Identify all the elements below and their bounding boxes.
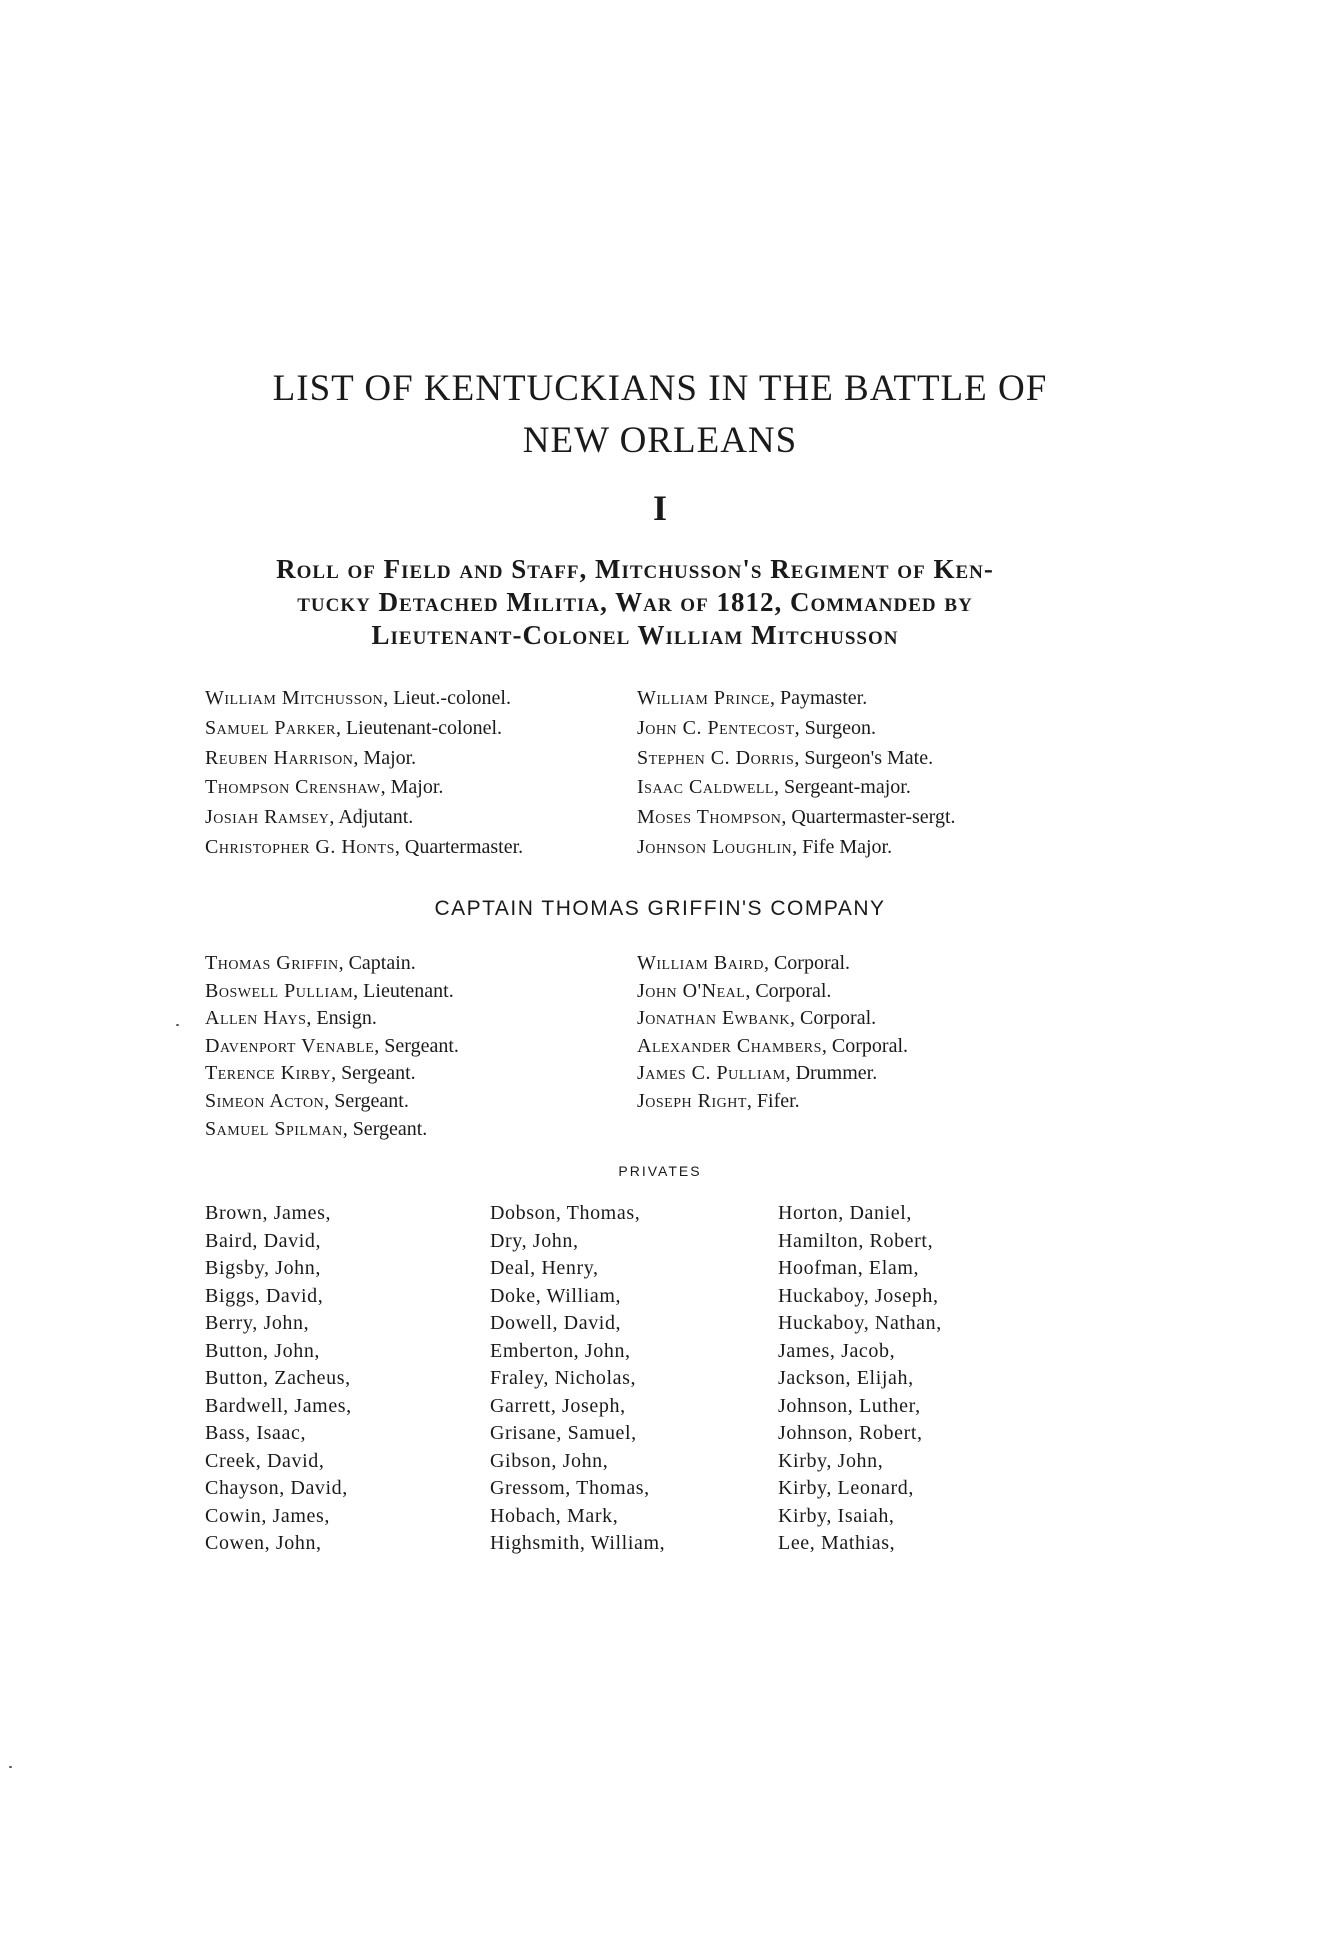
private-entry: Bigsby, John, [205, 1257, 321, 1279]
company-entry [205, 1116, 625, 1144]
company-name: Samuel Spilman [205, 1117, 343, 1140]
staff-rank: , Lieutenant-colonel. [335, 716, 503, 739]
company-rank: , Sergeant. [331, 1062, 416, 1085]
company-rank: , Ensign. [306, 1007, 377, 1030]
company-name: William Baird [637, 952, 764, 974]
staff-rank: , Paymaster. [770, 687, 868, 709]
private-entry: Huckaboy, Nathan, [778, 1312, 942, 1334]
private-entry: Dobson, Thomas, [490, 1202, 641, 1224]
staff-entry [637, 714, 1087, 744]
staff-entry [205, 684, 635, 714]
company-rank: , Drummer. [785, 1062, 878, 1085]
company-name: Joseph Right [637, 1089, 747, 1112]
privates-column-3 [778, 1200, 1058, 1558]
company-name: Alexander Chambers [637, 1034, 822, 1057]
private-entry: Baird, David, [205, 1229, 322, 1252]
staff-name: John C. Pentecost [637, 716, 795, 739]
company-list-right [637, 950, 1057, 1116]
private-entry: Johnson, Luther, [778, 1394, 921, 1417]
staff-name: Moses Thompson [637, 806, 782, 829]
private-entry: Doke, William, [490, 1284, 622, 1307]
company-rank: , Corporal. [763, 952, 851, 974]
private-entry: Hobach, Mark, [490, 1504, 619, 1527]
company-entry [637, 950, 1057, 978]
private-entry: Hoofman, Elam, [778, 1257, 920, 1279]
scan-speck [176, 1024, 179, 1026]
company-heading: CAPTAIN THOMAS GRIFFIN'S COMPANY [434, 897, 886, 920]
section-numeral: I [652, 488, 667, 528]
private-entry: Highsmith, William, [490, 1532, 666, 1554]
staff-rank: , Major. [380, 776, 444, 799]
staff-rank: , Quartermaster. [394, 835, 524, 858]
roll-heading-line-2: tucky Detached Militia, War of 1812, Commanded by [297, 587, 973, 617]
roll-heading-line-3: Lieutenant-Colonel William Mitchusson [371, 620, 899, 650]
private-entry: Dry, John, [490, 1229, 579, 1252]
staff-entry [205, 833, 635, 863]
company-entry [637, 1060, 1057, 1088]
company-rank: , Sergeant. [342, 1117, 428, 1140]
staff-entry [205, 803, 635, 833]
private-entry: Jackson, Elijah, [778, 1367, 914, 1389]
company-name: Thomas Griffin [205, 952, 339, 974]
company-name: Terence Kirby [205, 1062, 332, 1085]
company-entry [205, 1088, 625, 1116]
private-entry: Deal, Henry, [490, 1257, 599, 1279]
staff-rank: , Surgeon. [794, 716, 876, 739]
private-entry: Berry, John, [205, 1312, 310, 1334]
staff-entry [637, 773, 1087, 803]
staff-name: Reuben Harrison [205, 746, 354, 769]
private-entry: Hamilton, Robert, [778, 1229, 934, 1252]
company-rank: , Sergeant. [374, 1034, 459, 1057]
private-entry: Cowin, James, [205, 1504, 331, 1527]
scan-speck [9, 1766, 12, 1768]
private-entry: Huckaboy, Joseph, [778, 1284, 939, 1307]
staff-entry [205, 773, 635, 803]
private-entry: Kirby, John, [778, 1449, 884, 1472]
staff-entry [637, 744, 1087, 774]
company-entry [205, 978, 625, 1006]
company-entry [637, 1088, 1057, 1116]
private-entry: Lee, Mathias, [778, 1532, 896, 1554]
privates-column-2 [490, 1200, 750, 1558]
company-name: Simeon Acton [205, 1089, 325, 1112]
staff-entry [205, 744, 635, 774]
company-rank: , Corporal. [745, 979, 832, 1002]
staff-list-left [205, 684, 635, 863]
company-rank: , Captain. [338, 952, 416, 974]
company-entry [637, 1005, 1057, 1033]
staff-rank: , Quartermaster-sergt. [781, 806, 956, 829]
staff-name: William Prince [637, 687, 770, 709]
private-entry: Bardwell, James, [205, 1394, 352, 1417]
private-entry: Button, John, [205, 1339, 321, 1362]
company-rank: , Sergeant. [324, 1089, 409, 1112]
staff-name: William Mitchusson [205, 687, 384, 709]
private-entry: Gibson, John, [490, 1449, 609, 1472]
private-entry: Cowen, John, [205, 1532, 322, 1554]
company-name: Allen Hays [205, 1007, 307, 1030]
private-entry: Kirby, Leonard, [778, 1477, 914, 1499]
company-entry [205, 1033, 625, 1061]
staff-entry [637, 833, 1087, 863]
company-name: John O'Neal [637, 979, 746, 1002]
company-rank: , Lieutenant. [353, 979, 454, 1002]
private-entry: Dowell, David, [490, 1312, 622, 1334]
private-entry: Fraley, Nicholas, [490, 1367, 637, 1389]
private-entry: Horton, Daniel, [778, 1202, 912, 1224]
staff-list-right [637, 684, 1087, 863]
staff-entry [637, 684, 1087, 714]
company-entry [637, 978, 1057, 1006]
staff-name: Isaac Caldwell [637, 776, 774, 799]
private-entry: Johnson, Robert, [778, 1422, 923, 1444]
company-entry [205, 1005, 625, 1033]
company-entry [205, 1060, 625, 1088]
privates-column-1 [205, 1200, 465, 1558]
private-entry: Chayson, David, [205, 1477, 348, 1499]
company-name: James C. Pulliam [637, 1062, 786, 1085]
staff-rank: , Adjutant. [329, 806, 414, 829]
staff-name: Christopher G. Honts [205, 835, 395, 858]
staff-rank: , Surgeon's Mate. [794, 746, 934, 769]
page-title [0, 363, 1320, 467]
private-entry: Biggs, David, [205, 1284, 324, 1307]
company-entry [205, 950, 625, 978]
private-entry: Brown, James, [205, 1202, 332, 1224]
private-entry: Emberton, John, [490, 1339, 631, 1362]
private-entry: Creek, David, [205, 1449, 325, 1472]
company-entry [637, 1033, 1057, 1061]
private-entry: Gressom, Thomas, [490, 1477, 650, 1499]
private-entry: James, Jacob, [778, 1339, 896, 1362]
private-entry: Bass, Isaac, [205, 1422, 307, 1444]
staff-name: Johnson Loughlin [637, 835, 793, 858]
private-entry: Button, Zachеus, [205, 1367, 351, 1389]
staff-entry [637, 803, 1087, 833]
company-rank: , Corporal. [821, 1034, 908, 1057]
company-rank: , Fifer. [746, 1089, 800, 1112]
staff-name: Samuel Parker [205, 716, 336, 739]
staff-rank: , Sergeant-major. [774, 776, 911, 799]
roll-heading-line-1: Roll of Field and Staff, Mitchusson's Regiment of Ken- [276, 554, 994, 584]
staff-rank: , Lieut.-colonel. [383, 687, 511, 709]
private-entry: Garrett, Joseph, [490, 1394, 626, 1417]
staff-entry [205, 714, 635, 744]
staff-name: Josiah Ramsey [205, 806, 330, 829]
company-list-left [205, 950, 625, 1143]
staff-rank: , Major. [353, 746, 417, 769]
privates-heading: PRIVATES [618, 1163, 702, 1179]
company-name: Jonathan Ewbank [637, 1007, 791, 1030]
staff-name: Thompson Crenshaw [205, 776, 381, 799]
company-name: Davenport Venable [205, 1034, 375, 1057]
page-title-line-2: NEW ORLEANS [522, 420, 798, 461]
private-entry: Kirby, Isaiah, [778, 1504, 895, 1527]
company-rank: , Corporal. [790, 1007, 877, 1030]
company-name: Boswell Pulliam [205, 979, 354, 1002]
roll-heading [205, 553, 1065, 652]
staff-rank: , Fife Major. [792, 835, 893, 858]
private-entry: Grisane, Samuel, [490, 1422, 637, 1444]
page-title-line-1: LIST OF KENTUCKIANS IN THE BATTLE OF [272, 368, 1048, 409]
staff-name: Stephen C. Dorris [637, 746, 795, 769]
